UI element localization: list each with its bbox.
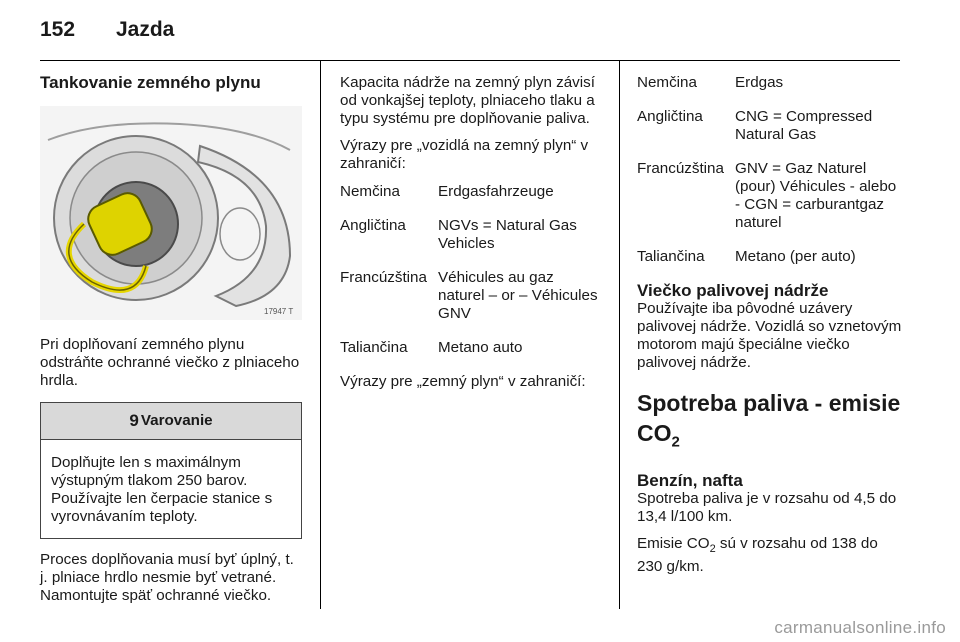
warning-icon: 9 <box>129 411 139 430</box>
table-row <box>637 248 902 266</box>
term-language: Francúzština <box>340 269 427 286</box>
heading-text: Spotreba paliva - emisie CO <box>637 390 901 446</box>
paragraph: Spotreba paliva je v rozsahu od 4,5 do 13,4 l/100 km. <box>637 489 897 525</box>
emissions-paragraph <box>637 535 902 576</box>
fuel-cap-heading: Viečko palivovej nádrže <box>637 281 829 300</box>
table-row <box>637 74 902 92</box>
paragraph: Proces doplňovania musí byť úplný, t. j. plniace hrdlo nesmie byť vetrané. Namontujte späť ochranné viečko. <box>40 551 294 604</box>
table-row <box>637 160 902 232</box>
gas-terms-table <box>637 74 902 266</box>
warning-title: Varovanie <box>140 412 213 429</box>
page-header <box>40 18 910 46</box>
paragraph: Výrazy pre „vozidlá na zemný plyn“ v zahraničí: <box>340 137 589 172</box>
term-language: Taliančina <box>340 339 408 356</box>
term-value: GNV = Gaz Naturel (pour) Véhicules - alebo - CGN = carburantgaz naturel <box>735 160 897 231</box>
page-number: 152 <box>40 18 76 41</box>
term-language: Angličtina <box>340 217 406 234</box>
column-divider-1 <box>320 61 321 609</box>
figure-code: 17947 T <box>264 307 294 316</box>
term-value: Véhicules au gaz naturel – or – Véhicules GNV <box>438 269 598 322</box>
column-3 <box>637 74 902 585</box>
table-row <box>340 217 602 253</box>
heading-subscript: 2 <box>671 433 680 451</box>
watermark: carmanualsonline.info <box>774 618 946 637</box>
section-title: Tankovanie zemného plynu <box>40 73 261 92</box>
term-value: Metano auto <box>438 339 523 356</box>
term-value: NGVs = Natural Gas Vehicles <box>438 217 577 252</box>
term-language: Angličtina <box>637 108 703 125</box>
table-row <box>340 269 602 323</box>
column-1 <box>40 74 302 614</box>
term-language: Francúzština <box>637 160 724 177</box>
warning-text: Doplňujte len s maximálnym výstupným tlakom 250 barov. Používajte len čerpacie stanice s vyrovnávaním teploty. <box>51 454 273 525</box>
cng-filler-neck-icon <box>40 106 302 320</box>
term-language: Nemčina <box>340 183 400 200</box>
warning-box <box>40 402 302 539</box>
table-row <box>637 108 902 144</box>
paragraph: Kapacita nádrže na zemný plyn závisí od vonkajšej teploty, plniaceho tlaku a typu systému pre doplňovanie paliva. <box>340 74 595 127</box>
term-value: CNG = Compressed Natural Gas <box>735 108 873 143</box>
table-row <box>340 183 602 201</box>
vehicle-terms-table <box>340 183 602 357</box>
term-language: Taliančina <box>637 248 705 265</box>
table-row <box>340 339 602 357</box>
header-rule <box>40 60 900 61</box>
emissions-subscript: 2 <box>709 542 716 555</box>
chapter-title: Jazda <box>116 18 175 41</box>
warning-heading <box>41 403 301 440</box>
term-value: Metano (per auto) <box>735 248 856 265</box>
emissions-text: sú v rozsahu od 138 do 230 g/km. <box>637 534 878 575</box>
term-language: Nemčina <box>637 74 697 91</box>
petrol-diesel-heading: Benzín, nafta <box>637 470 743 490</box>
paragraph: Výrazy pre „zemný plyn“ v zahraničí: <box>340 373 586 390</box>
column-divider-2 <box>619 61 620 609</box>
paragraph: Používajte iba pôvodné uzávery palivovej nádrže. Vozidlá so vznetovým motorom majú špeciálne viečko palivovej nádrže. <box>637 300 902 371</box>
consumption-section-heading <box>637 388 902 458</box>
paragraph: Pri doplňovaní zemného plynu odstráňte ochranné viečko z plniaceho hrdla. <box>40 336 300 389</box>
term-value: Erdgas <box>735 74 784 91</box>
column-2 <box>340 74 602 400</box>
term-value: Erdgasfahrzeuge <box>438 183 554 200</box>
emissions-text: Emisie CO <box>637 534 710 552</box>
fuel-cap-illustration <box>40 106 302 320</box>
